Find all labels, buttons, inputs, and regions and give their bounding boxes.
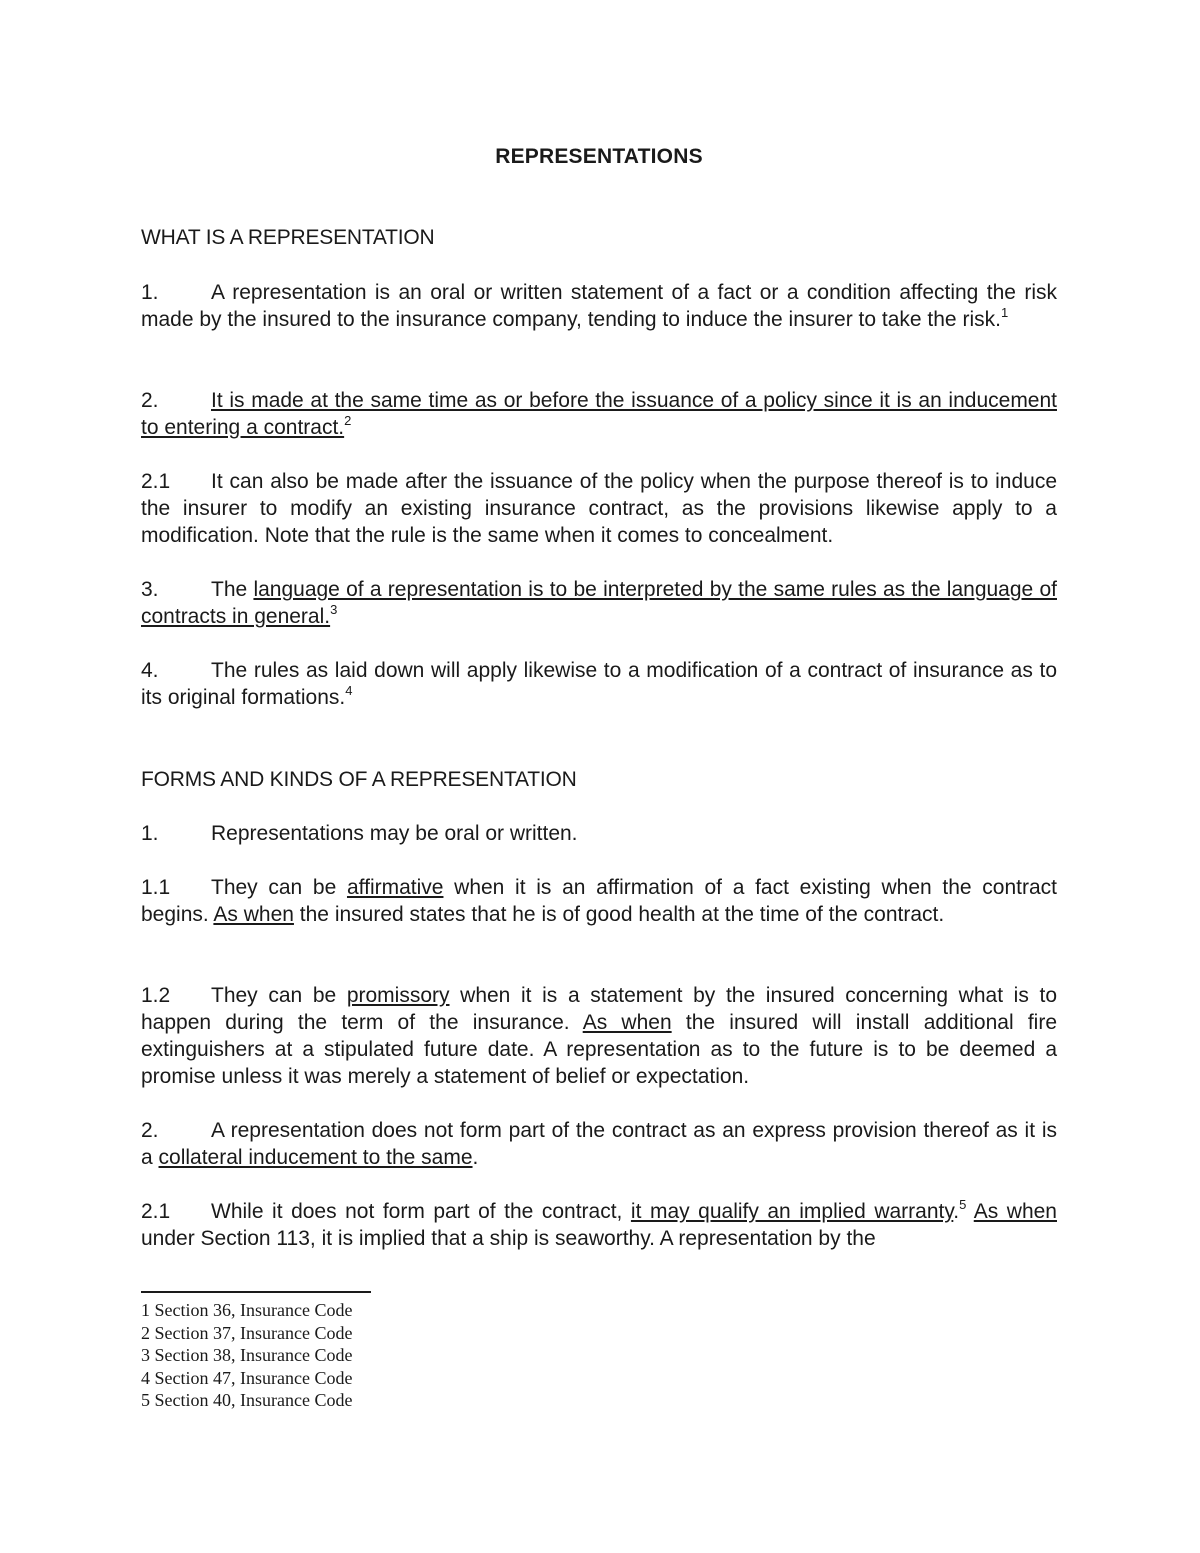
paragraph-2 — [141, 387, 1057, 441]
underlined-text: collateral inducement to the same — [158, 1146, 473, 1169]
footnote-5: 5 Section 40, Insurance Code — [141, 1390, 353, 1411]
underlined-text: It is made at the same time as or before the issuance of a policy since it is an inducement to entering a contract. — [141, 389, 1057, 439]
paragraph-text — [966, 1200, 973, 1223]
paragraph-forms-2 — [141, 1117, 1057, 1171]
section-heading-forms-kinds: FORMS AND KINDS OF A REPRESENTATION — [141, 768, 577, 791]
paragraph-text: when it is a statement by the insured concerning what is to happen during the term of the insurance. — [141, 984, 1057, 1034]
underlined-text: affirmative — [346, 876, 444, 899]
footnote-3: 3 Section 38, Insurance Code — [141, 1345, 353, 1366]
underlined-text: As when — [213, 903, 294, 926]
footnote-ref[interactable]: 1 — [1000, 305, 1009, 320]
paragraph-text: While it does not form part of the contract, — [211, 1200, 631, 1223]
paragraph-text: It can also be made after the issuance of the policy when the purpose thereof is to induce the insurer to modify an existing insurance contract, as the provisions likewise apply to a modification. Note that the rule is the same when it comes to concealment. — [141, 470, 1057, 547]
paragraph-forms-2-1 — [141, 1198, 1057, 1252]
footnote-ref[interactable]: 3 — [330, 602, 338, 617]
paragraph-number: 2. — [141, 1119, 159, 1142]
paragraph-forms-1-1 — [141, 874, 1057, 928]
underlined-text: it may qualify an implied warranty — [630, 1200, 954, 1223]
paragraph-number: 3. — [141, 578, 159, 601]
underlined-text: As when — [973, 1200, 1057, 1223]
paragraph-number: 1.2 — [141, 984, 171, 1007]
paragraph-text: The rules as laid down will apply likewise to a modification of a contract of insurance as to its original formations. — [141, 659, 1057, 709]
paragraph-number: 1. — [141, 822, 159, 845]
paragraph-text: under Section 113, it is implied that a ship is seaworthy. A representation by the — [141, 1227, 876, 1250]
footnote-4: 4 Section 47, Insurance Code — [141, 1367, 353, 1388]
footnote-2: 2 Section 37, Insurance Code — [141, 1322, 353, 1343]
paragraph-number: 2.1 — [141, 1200, 171, 1223]
paragraph-text: the insured will install additional fire extinguishers at a stipulated future date. A representation as to the future is to be deemed a promise unless it was merely a statement of belief or expectation. — [141, 1011, 1058, 1088]
paragraph-3 — [141, 576, 1057, 630]
paragraph-number: 2.1 — [141, 470, 171, 493]
paragraph-number: 1. — [141, 281, 159, 304]
paragraph-number: 1.1 — [141, 876, 171, 899]
paragraph-text: They can be — [211, 984, 347, 1007]
underlined-text: promissory — [346, 984, 450, 1007]
paragraph-2-1 — [141, 468, 1057, 549]
paragraph-4 — [141, 657, 1057, 711]
paragraph-text: . — [472, 1146, 479, 1169]
paragraph-text: They can be — [211, 876, 347, 899]
paragraph-forms-1-2 — [141, 982, 1057, 1090]
paragraph-text: . — [953, 1200, 960, 1223]
footnote-ref[interactable]: 4 — [345, 683, 353, 698]
section-heading-what-is: WHAT IS A REPRESENTATION — [141, 226, 435, 249]
paragraph-text: A representation is an oral or written statement of a fact or a condition affecting the risk made by the insured to the insurance company, tending to induce the insurer to take the risk. — [141, 281, 1057, 331]
paragraph-forms-1 — [141, 820, 1057, 847]
footnote-ref[interactable]: 2 — [344, 413, 352, 428]
paragraph-text: Representations may be oral or written. — [211, 822, 578, 845]
paragraph-number: 4. — [141, 659, 159, 682]
footnote-1: 1 Section 36, Insurance Code — [141, 1300, 353, 1320]
paragraph-text: The — [211, 578, 254, 601]
paragraph-text: A representation does not form part of the contract as an express provision thereof as it is a — [141, 1119, 1057, 1169]
footnote-ref[interactable]: 5 — [959, 1197, 967, 1212]
underlined-text: language of a representation is to be interpreted by the same rules as the language of contracts in general. — [141, 578, 1057, 628]
footnote-separator — [141, 1291, 371, 1293]
underlined-text: As when — [582, 1011, 672, 1034]
paragraph-number: 2. — [141, 389, 159, 412]
page-title: REPRESENTATIONS — [495, 145, 703, 168]
footnotes — [141, 1299, 352, 1412]
paragraph-1 — [141, 279, 1057, 333]
paragraph-text: when it is an affirmation of a fact existing when the contract begins. — [141, 876, 1057, 926]
paragraph-text: the insured states that he is of good health at the time of the contract. — [293, 903, 945, 926]
